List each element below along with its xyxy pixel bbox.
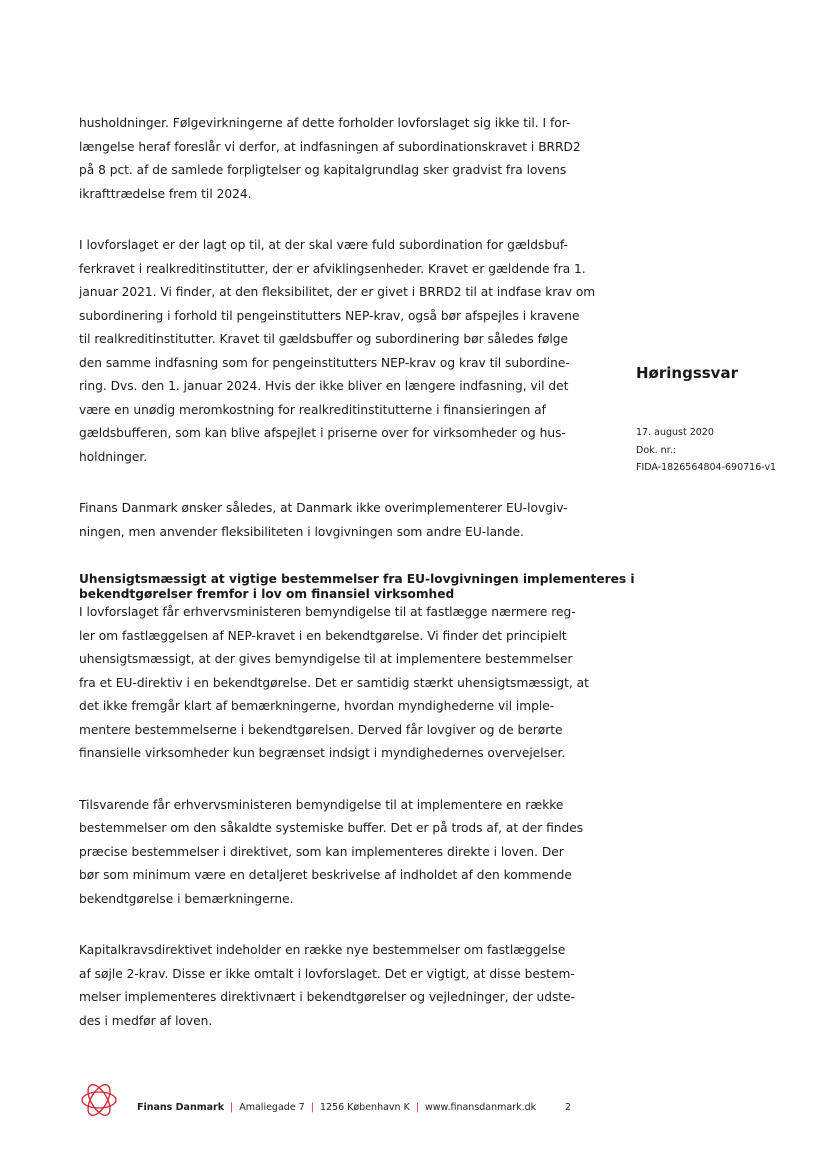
text-line: I lovforslaget får erhvervsministeren bemyndigelse til at fastlægge nærmere reg- (79, 605, 576, 619)
footer-separator: | (230, 1102, 234, 1113)
text-line: ring. Dvs. den 1. januar 2024. Hvis der ikke bliver en længere indfasning, vil det (79, 379, 569, 393)
text-line: det ikke fremgår klart af bemærkningerne, hvordan myndighederne vil imple- (79, 699, 555, 713)
text-line: ikrafttrædelse frem til 2024. (79, 186, 252, 201)
document-body (79, 112, 635, 1061)
text-line: til realkreditinstitutter. Kravet til gældsbuffer og subordinering bør således følge (79, 332, 569, 346)
paragraph (79, 234, 596, 469)
paragraph (79, 112, 579, 206)
page-number: 2 (565, 1102, 572, 1113)
text-line: ler om fastlæggelsen af NEP-kravet i en bekendtgørelse. Vi finder det principielt (79, 628, 567, 643)
footer-address-line (137, 1102, 536, 1113)
footer-separator: | (310, 1102, 314, 1113)
text-line: bestemmelser om den såkaldte systemiske buffer. Det er på trods af, at der findes (79, 821, 584, 835)
heading-line: Uhensigtsmæssigt at vigtige bestemmelser fra EU-lovgivningen implementeres i (79, 572, 635, 586)
footer-brand: Finans Danmark (137, 1102, 225, 1113)
text-line: gældsbufferen, som kan blive afspejlet i priserne over for virksomheder og hus- (79, 426, 566, 440)
text-line: den samme indfasning som for pengeinstitutters NEP-krav og krav til subordine- (79, 355, 570, 370)
document-date: 17. august 2020 (636, 427, 714, 438)
text-line: ferkravet i realkreditinstitutter, der er afviklingsenheder. Kravet er gældende fra 1. (79, 261, 586, 276)
text-line: længelse heraf foreslår vi derfor, at indfasningen af subordinationskravet i BRRD2 (79, 139, 581, 154)
text-line: subordinering i forhold til pengeinstitutters NEP-krav, også bør afspejles i kravene (79, 308, 580, 323)
text-line: på 8 pct. af de samlede forpligtelser og kapitalgrundlag sker gradvist fra lovens (79, 163, 567, 177)
text-line: januar 2021. Vi finder, at den fleksibilitet, der er givet i BRRD2 til at indfase krav om (79, 285, 596, 299)
text-line: fra et EU-direktiv i en bekendtgørelse. Det er samtidig stærkt uhensigtsmæssigt, at (79, 675, 589, 690)
text-line: være en unødig meromkostning for realkreditinstitutterne i finansieringen af (79, 402, 546, 417)
text-line: Tilsvarende får erhvervsministeren bemyndigelse til at implementere en række (79, 797, 564, 812)
document-type-title: Høringssvar (636, 364, 738, 382)
text-line: des i medfør af loven. (79, 1013, 213, 1028)
text-line: ningen, men anvender fleksibiliteten i lovgivningen som andre EU-lande. (79, 524, 524, 539)
heading-line: bekendtgørelser fremfor i lov om finansiel virksomhed (79, 586, 455, 601)
footer-postal: 1256 København K (319, 1102, 410, 1113)
footer-separator: | (415, 1102, 420, 1113)
text-line: melser implementeres direktivnært i bekendtgørelser og vejledninger, der udste- (79, 990, 575, 1004)
paragraph (79, 601, 589, 766)
section-heading (79, 572, 635, 601)
text-line: finansielle virksomheder kun begrænset indsigt i myndighedernes overvejelser. (79, 746, 566, 760)
text-line: I lovforslaget er der lagt op til, at der skal være fuld subordination for gældsbuf- (79, 238, 568, 252)
text-line: mentere bestemmelserne i bekendtgørelsen. Derved får lovgiver og de berørte (79, 722, 563, 737)
paragraph (79, 497, 579, 544)
text-line: husholdninger. Følgevirkningerne af dette forholder lovforslaget sig ikke til. I for- (79, 116, 571, 130)
text-line: præcise bestemmelser i direktivet, som kan implementeres direkte i loven. Der (79, 844, 564, 859)
document-number-label: Dok. nr.: (636, 444, 676, 456)
document-sidebar (636, 360, 816, 477)
text-line: bør som minimum være en detaljeret beskrivelse af indholdet af den kommende (79, 868, 572, 882)
paragraph (79, 939, 579, 1033)
document-number: FIDA-1826564804-690716-v1 (636, 462, 777, 473)
text-line: Kapitalkravsdirektivet indeholder en række nye bestemmelser om fastlæggelse (79, 943, 566, 957)
text-line: holdninger. (79, 449, 148, 464)
page-footer (79, 1080, 579, 1140)
footer-website-link[interactable]: www.finansdanmark.dk (425, 1102, 537, 1113)
finans-danmark-logo-icon (79, 1080, 119, 1120)
footer-street: Amaliegade 7 (239, 1102, 305, 1113)
paragraph (79, 794, 584, 912)
text-line: bekendtgørelse i bemærkningerne. (79, 891, 294, 906)
text-line: uhensigtsmæssigt, at der gives bemyndigelse til at implementere bestemmelser (79, 652, 573, 666)
text-line: af søjle 2-krav. Disse er ikke omtalt i lovforslaget. Det er vigtigt, at disse bestem- (79, 966, 575, 981)
text-line: Finans Danmark ønsker således, at Danmark ikke overimplementerer EU-lovgiv- (79, 501, 568, 515)
